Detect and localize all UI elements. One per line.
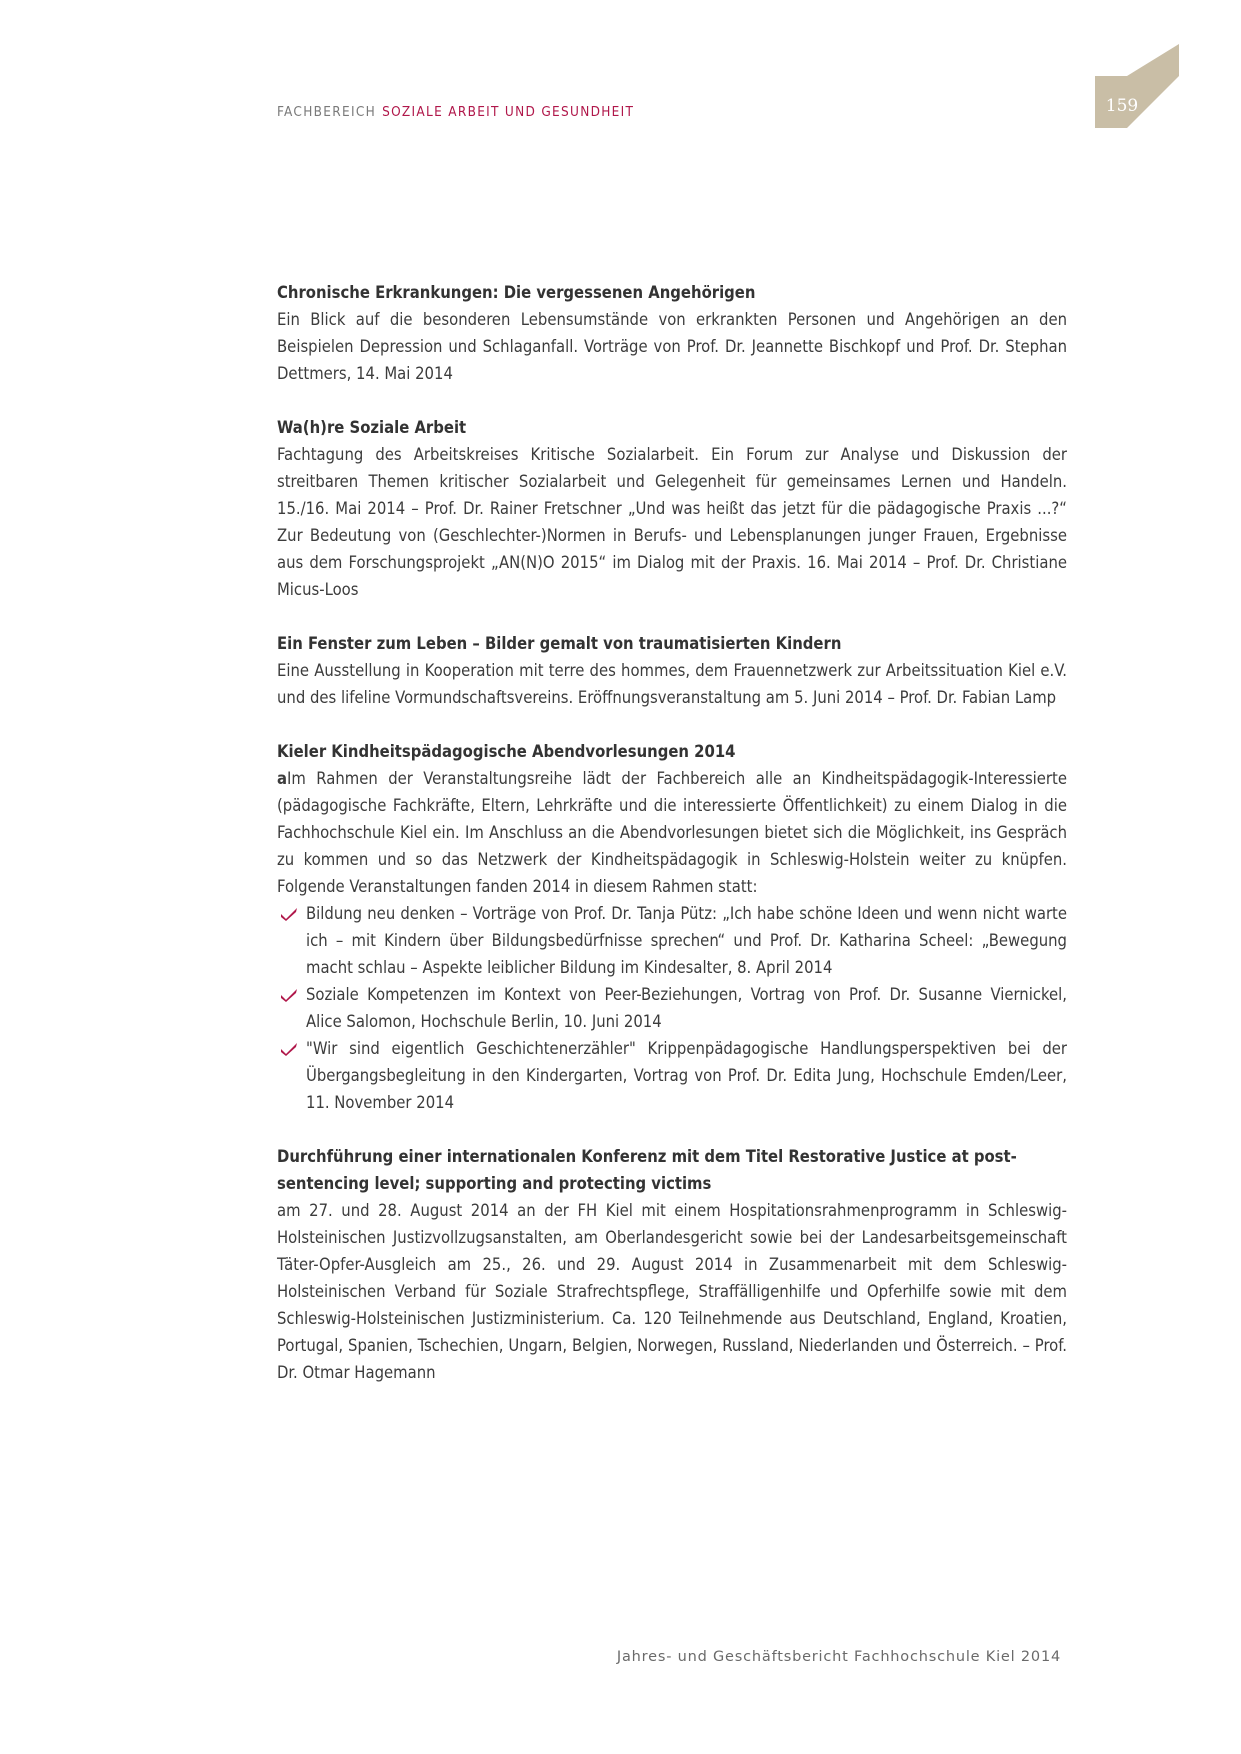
running-head [277,104,634,120]
event-list [277,900,1067,1116]
section-body: Eine Ausstellung in Kooperation mit terre des hommes, dem Frauennetzwerk zur Arbeitssituation Kiel e.V. und des lifeline Vormundschaftsvereins. Eröffnungsveranstaltung am 5. Juni 2014 – Prof. Dr. Fabian Lamp [277,661,1067,707]
list-item-text: "Wir sind eigentlich Geschichtenerzähler" Krippenpädagogische Handlungsperspektiven bei der Übergangsbegleitung in den Kindergarten, Vortrag von Prof. Dr. Edita Jung, Hochschule Emden/Leer, 11. November 2014 [306,1039,1067,1112]
section-title: Durchführung einer internationalen Konferenz mit dem Titel Restorative Justice at post-sentencing level; supporting and protecting victims [277,1147,1017,1193]
page-footer: Jahres- und Geschäftsbericht Fachhochschule Kiel 2014 [616,1649,1061,1665]
section-abendvorlesungen [277,738,1067,1116]
section-ware-soziale-arbeit [277,414,1067,603]
section-restorative-justice [277,1143,1067,1386]
list-item-text: Bildung neu denken – Vorträge von Prof. Dr. Tanja Pütz: „Ich habe schöne Ideen und wenn nicht warte ich – mit Kindern über Bildungsbedürfnisse sprechen“ und Prof. Dr. Katharina Scheel: „Bewegung macht schlau – Aspekte leiblicher Bildung im Kindesalter, 8. April 2014 [306,904,1067,977]
section-body: Ein Blick auf die besonderen Lebensumstände von erkrankten Personen und Angehörigen an den Beispielen Depression und Schlaganfall. Vorträge von Prof. Dr. Jeannette Bischkopf und Prof. Dr. Stephan Dettmers, 14. Mai 2014 [277,310,1067,383]
checkmark-icon [280,987,298,1002]
lead-character: a [277,769,288,788]
list-item-text: Soziale Kompetenzen im Kontext von Peer-Beziehungen, Vortrag von Prof. Dr. Susanne Viernickel, Alice Salomon, Hochschule Berlin, 10. Juni 2014 [306,985,1067,1031]
section-body: am 27. und 28. August 2014 an der FH Kiel mit einem Hospitationsrahmenprogramm in Schleswig-Holsteinischen Justizvollzugsanstalten, am Oberlandesgericht sowie bei der Landesarbeitsgemeinschaft Täter-Opfer-Ausgleich am 25., 26. und 29. August 2014 in Zusammenarbeit mit dem Schleswig-Holsteinischen Verband für Soziale Strafrechtspflege, Straffälligenhilfe und Opferhilfe sowie mit dem Schleswig-Holsteinischen Justizministerium. Ca. 120 Teilnehmende aus Deutschland, England, Kroatien, Portugal, Spanien, Tschechien, Ungarn, Belgien, Norwegen, Russland, Niederlanden und Österreich. – Prof. Dr. Otmar Hagemann [277,1201,1067,1382]
section-chronische-erkrankungen [277,279,1067,387]
main-content [277,279,1067,1413]
section-body: Im Rahmen der Veranstaltungsreihe lädt der Fachbereich alle an Kindheitspädagogik-Interessierte (pädagogische Fachkräfte, Eltern, Lehrkräfte und die interessierte Öffentlichkeit) zu einem Dialog in die Fachhochschule Kiel ein. Im Anschluss an die Abendvorlesungen bietet sich die Möglichkeit, ins Gespräch zu kommen und so das Netzwerk der Kindheitspädagogik in Schleswig-Holstein weiter zu knüpfen. Folgende Veranstaltungen fanden 2014 in diesem Rahmen statt: [277,769,1067,896]
page-number: 159 [1105,96,1139,116]
list-item [277,981,1067,1035]
section-body-with-lead [277,765,1067,900]
section-title: Kieler Kindheitspädagogische Abendvorlesungen 2014 [277,742,736,761]
section-title: Wa(h)re Soziale Arbeit [277,418,467,437]
section-body: Fachtagung des Arbeitskreises Kritische Sozialarbeit. Ein Forum zur Analyse und Diskussion der streitbaren Themen kritischer Sozialarbeit und Gelegenheit für gemeinsames Lernen und Handeln. 15./16. Mai 2014 – Prof. Dr. Rainer Fretschner „Und was heißt das jetzt für die pädagogische Praxis ...?“ Zur Bedeutung von (Geschlechter-)Normen in Berufs- und Lebensplanungen junger Frauen, Ergebnisse aus dem Forschungsprojekt „AN(N)O 2015“ im Dialog mit der Praxis. 16. Mai 2014 – Prof. Dr. Christiane Micus-Loos [277,445,1067,599]
department-label: FACHBEREICH [277,104,377,120]
section-title: Ein Fenster zum Leben – Bilder gemalt von traumatisierten Kindern [277,634,842,653]
list-item [277,900,1067,981]
list-item [277,1035,1067,1116]
section-fenster-zum-leben [277,630,1067,711]
section-title: Chronische Erkrankungen: Die vergessenen Angehörigen [277,283,756,302]
checkmark-icon [280,1041,298,1056]
checkmark-icon [280,906,298,921]
department-name: SOZIALE ARBEIT UND GESUNDHEIT [382,104,635,120]
